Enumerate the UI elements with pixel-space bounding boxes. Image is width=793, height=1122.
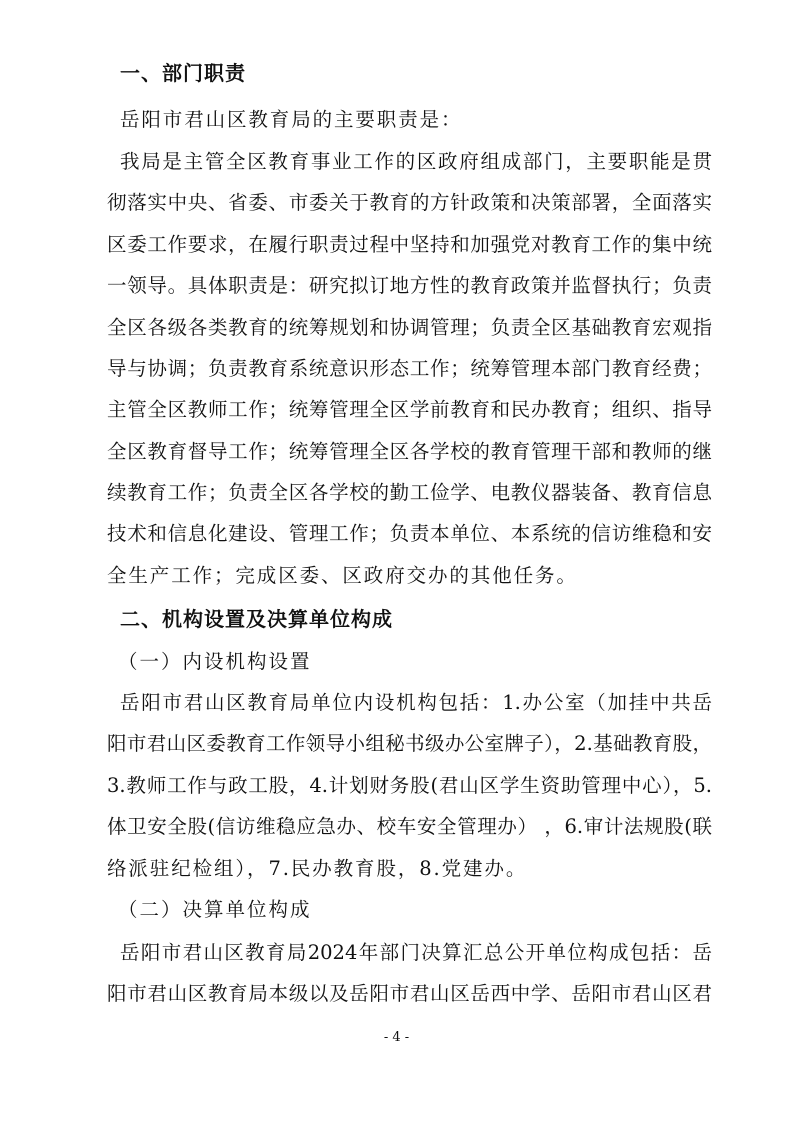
text-line: 续教育工作；负责全区各学校的勤工俭学、电教仪器装备、教育信息 (107, 481, 712, 504)
section-heading-1: 一、部门职责 (120, 61, 246, 85)
paragraph-intro: 岳阳市君山区教育局的主要职责是： (120, 108, 463, 131)
text-line: 导与协调；负责教育系统意识形态工作；统筹管理本部门教育经费； (107, 357, 712, 380)
text-line: 岳阳市君山区教育局单位内设机构包括：1.办公室（加挂中共岳 (120, 691, 712, 714)
text-line: 我局是主管全区教育事业工作的区政府组成部门，主要职能是贯 (120, 150, 712, 173)
text-line: 主管全区教师工作；统筹管理全区学前教育和民办教育；组织、指导 (107, 398, 712, 421)
text-line: 全生产工作；完成区委、区政府交办的其他任务。 (107, 564, 578, 587)
text-line: 络派驻纪检组），7.民办教育股，8.党建办。 (107, 857, 528, 880)
subsection-heading-2: （二）决算单位构成 (118, 898, 312, 921)
subsection-heading-1: （一）内设机构设置 (118, 650, 312, 673)
text-line: 一领导。具体职责是：研究拟订地方性的教育政策并监督执行；负责 (107, 274, 712, 297)
text-line: 彻落实中央、省委、市委关于教育的方针政策和决策部署，全面落实 (107, 191, 712, 214)
text-line: 全区教育督导工作；统筹管理全区各学校的教育管理干部和教师的继 (107, 440, 712, 463)
section-heading-2: 二、机构设置及决算单位构成 (120, 607, 393, 631)
text-line: 技术和信息化建设、管理工作；负责本单位、本系统的信访维稳和安 (107, 522, 712, 545)
page-number: - 4 - (383, 1030, 410, 1045)
text-line: 阳市君山区教育局本级以及岳阳市君山区岳西中学、岳阳市君山区君 (107, 982, 712, 1005)
text-line: 全区各级各类教育的统筹规划和协调管理；负责全区基础教育宏观指 (107, 316, 712, 339)
text-line: 区委工作要求，在履行职责过程中坚持和加强党对教育工作的集中统 (107, 233, 712, 256)
text-line: 岳阳市君山区教育局2024年部门决算汇总公开单位构成包括：岳 (120, 941, 712, 964)
text-line: 阳市君山区委教育工作领导小组秘书级办公室牌子），2.基础教育股， (107, 732, 712, 755)
text-line: 体卫安全股(信访维稳应急办、校车安全管理办） ，6.审计法规股(联 (107, 815, 712, 838)
text-line: 3.教师工作与政工股，4.计划财务股(君山区学生资助管理中心），5. (107, 774, 712, 797)
